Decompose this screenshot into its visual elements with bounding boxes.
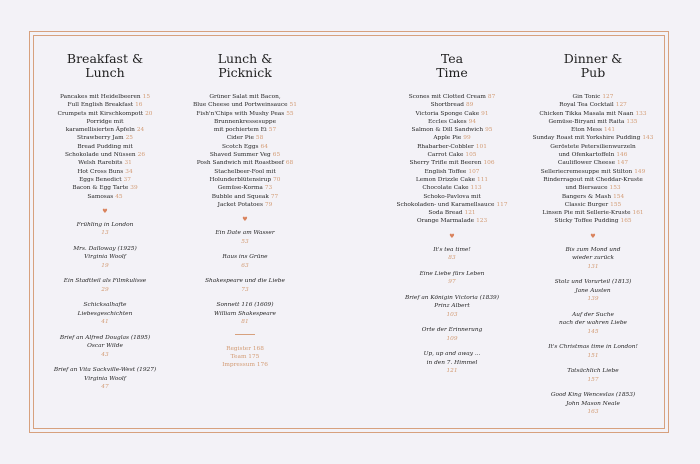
story-title: Sonnett 116 (1609) <box>216 302 274 309</box>
story-page: 139 <box>587 296 599 303</box>
recipe-entry[interactable] <box>40 93 170 101</box>
recipe-entry[interactable] <box>180 143 310 151</box>
recipe-entry[interactable] <box>528 209 658 217</box>
recipe-entry[interactable] <box>40 143 170 151</box>
story-entry[interactable] <box>40 301 170 327</box>
story-entry[interactable] <box>180 253 310 271</box>
recipe-name: Eton Mess <box>570 127 602 134</box>
recipe-entry[interactable] <box>387 93 517 101</box>
recipe-page: 55 <box>286 110 294 117</box>
story-entry[interactable] <box>40 334 170 360</box>
recipe-name: Fish'n'Chips with Mushy Peas <box>196 110 285 117</box>
recipe-entry[interactable] <box>40 134 170 142</box>
recipe-name: Rhabarber-Cobbler <box>417 143 474 150</box>
recipe-name: Eggs Benedict <box>79 176 122 183</box>
recipe-page: 113 <box>470 185 482 192</box>
story-author: Prinz Albert <box>434 303 470 310</box>
recipe-entry[interactable] <box>180 184 310 192</box>
story-entry[interactable] <box>387 246 517 264</box>
story-title: Frühling in London <box>76 221 134 228</box>
story-title: Auf der Suche <box>572 311 614 318</box>
recipe-name: Bacon & Egg Tarte <box>72 185 129 192</box>
recipe-entry[interactable] <box>180 93 310 101</box>
recipe-page: 155 <box>610 201 622 208</box>
section-title <box>528 52 658 80</box>
story-page: 13 <box>101 230 109 237</box>
story-entry[interactable] <box>40 277 170 295</box>
recipe-entry[interactable] <box>40 126 170 134</box>
recipe-entry[interactable] <box>180 151 310 159</box>
story-author: William Shakespeare <box>214 310 276 317</box>
recipe-name: Samosas <box>87 193 114 200</box>
recipe-page: 51 <box>289 102 297 109</box>
recipe-entry[interactable] <box>387 193 517 201</box>
recipe-name: Apple Pie <box>433 135 462 142</box>
recipe-entry[interactable] <box>528 159 658 167</box>
recipe-page: 70 <box>273 176 281 183</box>
story-page: 47 <box>101 384 109 391</box>
recipe-entry[interactable] <box>180 201 310 209</box>
recipe-name: Holunderblütensirup <box>209 176 272 183</box>
story-entry[interactable] <box>387 326 517 344</box>
recipe-name: English Toffee <box>424 168 467 175</box>
recipe-entry[interactable] <box>528 126 658 134</box>
story-title: Liebesgeschichten <box>77 310 133 317</box>
story-page: 19 <box>101 262 109 269</box>
recipe-entry[interactable] <box>387 118 517 126</box>
appendix-link[interactable]: Team 175 <box>230 353 260 360</box>
recipe-name: Classic Burger <box>564 201 609 208</box>
recipe-page: 77 <box>270 193 279 200</box>
story-entry[interactable] <box>387 294 517 320</box>
recipe-name: mit pochiertem Ei <box>213 127 267 134</box>
section-title-line: Time <box>436 65 468 80</box>
recipe-name: Chicken Tikka Masala mit Naan <box>539 110 634 117</box>
recipe-name: Lemon Drizzle Cake <box>415 176 476 183</box>
recipe-name: Sticky Toffee Pudding <box>554 218 619 225</box>
recipe-page: 89 <box>465 102 474 109</box>
recipe-page: 106 <box>483 160 495 167</box>
recipe-list <box>528 93 658 226</box>
recipe-name: Schokolade und Nüssen <box>64 152 136 159</box>
recipe-entry[interactable] <box>528 118 658 126</box>
recipe-page: 16 <box>135 102 143 109</box>
recipe-entry[interactable] <box>180 110 310 118</box>
recipe-page: 165 <box>620 218 632 225</box>
recipe-list <box>180 93 310 209</box>
story-entry[interactable] <box>387 350 517 376</box>
story-page: 103 <box>446 311 458 318</box>
recipe-entry[interactable] <box>387 101 517 109</box>
story-title: Stolz und Vorurteil (1813) <box>554 279 632 286</box>
recipe-entry[interactable] <box>387 217 517 225</box>
story-page: 121 <box>446 368 458 375</box>
recipe-entry[interactable] <box>387 143 517 151</box>
heart-icon: ♥ <box>449 232 455 240</box>
recipe-name: Jacket Potatoes <box>217 201 263 208</box>
story-title: Schicksalhafte <box>83 302 127 309</box>
recipe-page: 95 <box>485 127 493 134</box>
recipe-name: Stachelbeer-Fool mit <box>214 168 276 175</box>
story-page: 81 <box>241 319 249 326</box>
story-entry[interactable] <box>180 229 310 247</box>
recipe-page: 127 <box>602 94 614 100</box>
recipe-page: 147 <box>617 160 629 167</box>
story-entry[interactable] <box>180 301 310 327</box>
section-divider <box>235 334 255 335</box>
recipe-page: 123 <box>476 218 488 225</box>
recipe-entry[interactable] <box>528 151 658 159</box>
recipe-entry[interactable] <box>40 151 170 159</box>
story-title: Ein Date am Wasser <box>215 230 275 237</box>
story-title: Eine Liebe fürs Leben <box>419 270 485 277</box>
recipe-entry[interactable] <box>528 143 658 151</box>
recipe-name: Cauliflower Cheese <box>557 160 616 167</box>
recipe-entry[interactable] <box>40 168 170 176</box>
story-author: Virginia Woolf <box>84 375 126 382</box>
recipe-page: 153 <box>609 185 621 192</box>
recipe-name: Linsen Pie mit Sellerie-Kruste <box>542 210 631 217</box>
recipe-page: 31 <box>124 160 132 167</box>
recipe-name: Grüner Salat mit Bacon, <box>209 94 281 100</box>
story-title: Raus ins Grüne <box>222 254 268 261</box>
recipe-entry[interactable] <box>180 168 310 176</box>
recipe-page: 127 <box>615 102 627 109</box>
recipe-entry[interactable] <box>387 201 517 209</box>
heart-icon: ♥ <box>590 232 596 240</box>
recipe-entry[interactable] <box>40 184 170 192</box>
recipe-page: 25 <box>125 135 133 142</box>
recipe-name: Brunnenkressesuppe <box>213 118 277 125</box>
recipe-name: Welsh Rarebits <box>78 160 123 167</box>
story-title: Brief an Königin Victoria (1839) <box>405 294 499 301</box>
recipe-name: Eccles Cakes <box>427 118 467 125</box>
recipe-entry[interactable] <box>180 159 310 167</box>
story-title: wieder zurück <box>571 255 615 262</box>
story-page: 41 <box>101 319 109 326</box>
story-page: 53 <box>241 238 249 245</box>
story-entry[interactable] <box>40 366 170 392</box>
story-title: nach der wahren Liebe <box>559 320 627 327</box>
recipe-page: 135 <box>626 118 638 125</box>
recipe-name: Bangers & Mash <box>561 193 612 200</box>
story-title: Ein Stadtteil als Filmkulisse <box>63 278 147 285</box>
recipe-page: 79 <box>264 201 273 208</box>
recipe-entry[interactable] <box>387 209 517 217</box>
recipe-name: Royal Tea Cocktail <box>559 102 614 109</box>
recipe-entry[interactable] <box>180 101 310 109</box>
story-page: 109 <box>446 335 458 342</box>
recipe-name: Schokoladen- und Karamellsauce <box>396 201 495 208</box>
recipe-entry[interactable] <box>40 193 170 201</box>
recipe-page: 15 <box>142 94 151 100</box>
recipe-entry[interactable] <box>180 118 310 126</box>
story-page: 131 <box>587 263 599 270</box>
section-title-line: Picknick <box>218 65 272 80</box>
story-title: Up, up and away ... <box>423 351 481 358</box>
story-entry[interactable] <box>528 391 658 417</box>
recipe-page: 91 <box>481 110 489 117</box>
recipe-page: 58 <box>255 135 264 142</box>
recipe-entry[interactable] <box>528 134 658 142</box>
story-title: It's tea time! <box>433 246 471 253</box>
recipe-entry[interactable] <box>528 176 658 184</box>
recipe-name: Orange Marmalade <box>416 218 475 225</box>
recipe-name: Sherry Trifle mit Beeren <box>409 160 482 167</box>
recipe-page: 133 <box>635 110 647 117</box>
section-title <box>180 52 310 80</box>
recipe-entry[interactable] <box>528 201 658 209</box>
recipe-entry[interactable] <box>387 159 517 167</box>
story-page: 29 <box>101 286 109 293</box>
section-title <box>387 52 517 80</box>
story-title: Brief an Alfred Douglas (1895) <box>59 334 151 341</box>
section-title-line: Dinner & <box>563 51 623 66</box>
story-page: 73 <box>241 286 249 293</box>
story-author: Virginia Woolf <box>84 254 126 261</box>
recipe-entry[interactable] <box>528 184 658 192</box>
recipe-entry[interactable] <box>528 217 658 225</box>
section-title-line: Tea <box>440 51 464 66</box>
recipe-page: 154 <box>613 193 625 200</box>
story-author: Jane Austen <box>575 287 611 294</box>
recipe-name: Posh Sandwich mit Roastbeef <box>196 160 284 167</box>
recipe-entry[interactable] <box>180 193 310 201</box>
story-entry[interactable] <box>528 311 658 337</box>
column-dinner-pub <box>528 52 658 424</box>
recipe-page: 39 <box>130 185 138 192</box>
recipe-entry[interactable] <box>40 176 170 184</box>
section-title-line: Pub <box>580 65 606 80</box>
appendix-link[interactable]: Impressum 176 <box>222 362 268 369</box>
recipe-entry[interactable] <box>40 110 170 118</box>
recipe-name: Strawberry Jam <box>77 135 124 142</box>
recipe-entry[interactable] <box>387 126 517 134</box>
recipe-page: 146 <box>616 152 628 159</box>
story-page: 97 <box>448 279 456 286</box>
heart-icon: ♥ <box>242 216 248 224</box>
story-title: Shakespeare und die Liebe <box>205 278 285 285</box>
story-title: Brief an Vita Sackville-West (1927) <box>53 367 157 374</box>
recipe-name: Full English Breakfast <box>67 102 134 109</box>
section-title-line: Lunch <box>85 65 125 80</box>
story-entry[interactable] <box>40 245 170 271</box>
recipe-page: 24 <box>136 127 145 134</box>
recipe-page: 141 <box>603 127 616 134</box>
recipe-page: 45 <box>115 193 123 200</box>
recipe-name: Carrot Cake <box>427 152 464 159</box>
recipe-page: 73 <box>264 185 273 192</box>
story-author: John Mason Neale <box>566 400 620 407</box>
recipe-name: Soda Bread <box>428 210 463 217</box>
column-breakfast-lunch <box>40 52 170 399</box>
story-entry[interactable] <box>180 277 310 295</box>
recipe-name: Porridge mit <box>86 118 124 125</box>
recipe-page: 117 <box>496 201 508 208</box>
story-entry[interactable] <box>528 343 658 361</box>
recipe-name: karamellisierten Äpfeln <box>65 127 135 134</box>
story-title: Tatsächlich Liebe <box>567 368 619 375</box>
recipe-entry[interactable] <box>40 101 170 109</box>
story-entry[interactable] <box>40 221 170 239</box>
recipe-page: 94 <box>468 118 477 125</box>
recipe-name: Scotch Eggs <box>222 143 259 150</box>
recipe-page: 57 <box>268 127 277 134</box>
recipe-name: Scones mit Clotted Cream <box>408 94 486 100</box>
recipe-page: 34 <box>125 168 133 175</box>
section-title-line: Breakfast & <box>66 51 144 66</box>
story-page: 43 <box>101 351 109 358</box>
recipe-entry[interactable] <box>387 184 517 192</box>
recipe-name: Selleriecremesuppe mit Stilton <box>540 168 633 175</box>
recipe-name: Gemüse-Korma <box>217 185 263 192</box>
story-page: 63 <box>241 262 249 269</box>
appendix-link[interactable]: Register 168 <box>226 345 264 352</box>
recipe-entry[interactable] <box>180 134 310 142</box>
story-page: 157 <box>587 376 599 383</box>
recipe-page: 107 <box>468 168 480 175</box>
recipe-name: Shaved Summer Veg <box>209 152 271 159</box>
story-entry[interactable] <box>528 367 658 385</box>
story-entry[interactable] <box>528 246 658 272</box>
recipe-name: Pancakes mit Heidelbeeren <box>59 94 141 100</box>
recipe-list <box>387 93 517 226</box>
recipe-entry[interactable] <box>180 126 310 134</box>
recipe-name: Shortbread <box>430 102 464 109</box>
recipe-name: Victoria Sponge Cake <box>415 110 480 117</box>
recipe-entry[interactable] <box>387 151 517 159</box>
story-entry[interactable] <box>528 278 658 304</box>
recipe-page: 101 <box>475 143 487 150</box>
column-lunch-picknick <box>180 52 310 370</box>
recipe-page: 68 <box>285 160 294 167</box>
recipe-entry[interactable] <box>180 176 310 184</box>
recipe-name: Schoko-Pavlova mit <box>423 193 481 200</box>
recipe-page: 161 <box>632 210 644 217</box>
recipe-name: Bubble and Squeak <box>211 193 269 200</box>
recipe-page: 37 <box>123 176 131 183</box>
recipe-entry[interactable] <box>387 168 517 176</box>
story-title: It's Christmas time in London! <box>548 344 638 351</box>
recipe-name: Gemüse-Biryani mit Raita <box>548 118 625 125</box>
recipe-entry[interactable] <box>528 110 658 118</box>
story-page: 151 <box>587 352 599 359</box>
recipe-name: Rinderragout mit Cheddar-Kruste <box>543 176 643 183</box>
story-title: Mrs. Dalloway (1925) <box>73 245 137 252</box>
story-entry[interactable] <box>387 270 517 288</box>
recipe-entry[interactable] <box>387 134 517 142</box>
recipe-page: 65 <box>272 152 281 159</box>
story-page: 83 <box>448 255 456 262</box>
recipe-name: Blue Cheese und Portweinsauce <box>193 102 288 109</box>
recipe-page: 99 <box>463 135 471 142</box>
recipe-entry[interactable] <box>528 93 658 101</box>
recipe-name: und Biersauce <box>565 185 608 192</box>
story-title: Orte der Erinnerung <box>421 327 483 334</box>
recipe-page: 143 <box>642 135 654 142</box>
heart-icon: ♥ <box>102 207 108 215</box>
recipe-name: Hot Cross Buns <box>77 168 124 175</box>
story-title: in den 7. Himmel <box>426 359 478 366</box>
story-author: Oscar Wilde <box>87 343 123 350</box>
recipe-page: 20 <box>145 110 153 117</box>
recipe-list <box>40 93 170 201</box>
recipe-page: 64 <box>260 143 268 150</box>
recipe-entry[interactable] <box>387 176 517 184</box>
recipe-name: Cider Pie <box>226 135 254 142</box>
recipe-entry[interactable] <box>528 193 658 201</box>
recipe-name: Bread Pudding mit <box>77 143 133 150</box>
recipe-page: 149 <box>634 168 646 175</box>
recipe-entry[interactable] <box>528 101 658 109</box>
recipe-name: Crumpets mit Kirschkompott <box>57 110 144 117</box>
recipe-page: 105 <box>465 152 477 159</box>
recipe-name: Chocolate Cake <box>422 185 469 192</box>
recipe-name: Salmon & Dill Sandwich <box>411 127 484 134</box>
recipe-entry[interactable] <box>40 118 170 126</box>
story-title: Good King Wenceslas (1853) <box>550 392 636 399</box>
recipe-page: 111 <box>477 176 489 183</box>
story-page: 163 <box>587 409 599 416</box>
story-title: Bis zum Mond und <box>565 246 621 253</box>
section-title-line: Lunch & <box>217 51 273 66</box>
recipe-entry[interactable] <box>40 159 170 167</box>
recipe-entry[interactable] <box>528 168 658 176</box>
recipe-name: und Ofenkartoffeln <box>558 152 615 159</box>
recipe-page: 121 <box>464 210 476 217</box>
recipe-name: Gin Tonic <box>572 94 601 100</box>
story-page: 145 <box>587 328 599 335</box>
section-title <box>40 52 170 80</box>
recipe-page: 26 <box>137 152 146 159</box>
recipe-name: Sunday Roast mit Yorkshire Pudding <box>532 135 641 142</box>
recipe-page: 87 <box>487 94 496 100</box>
recipe-name: Geröstete Petersilienwurzeln <box>550 143 636 150</box>
column-tea-time <box>387 52 517 383</box>
recipe-entry[interactable] <box>387 110 517 118</box>
